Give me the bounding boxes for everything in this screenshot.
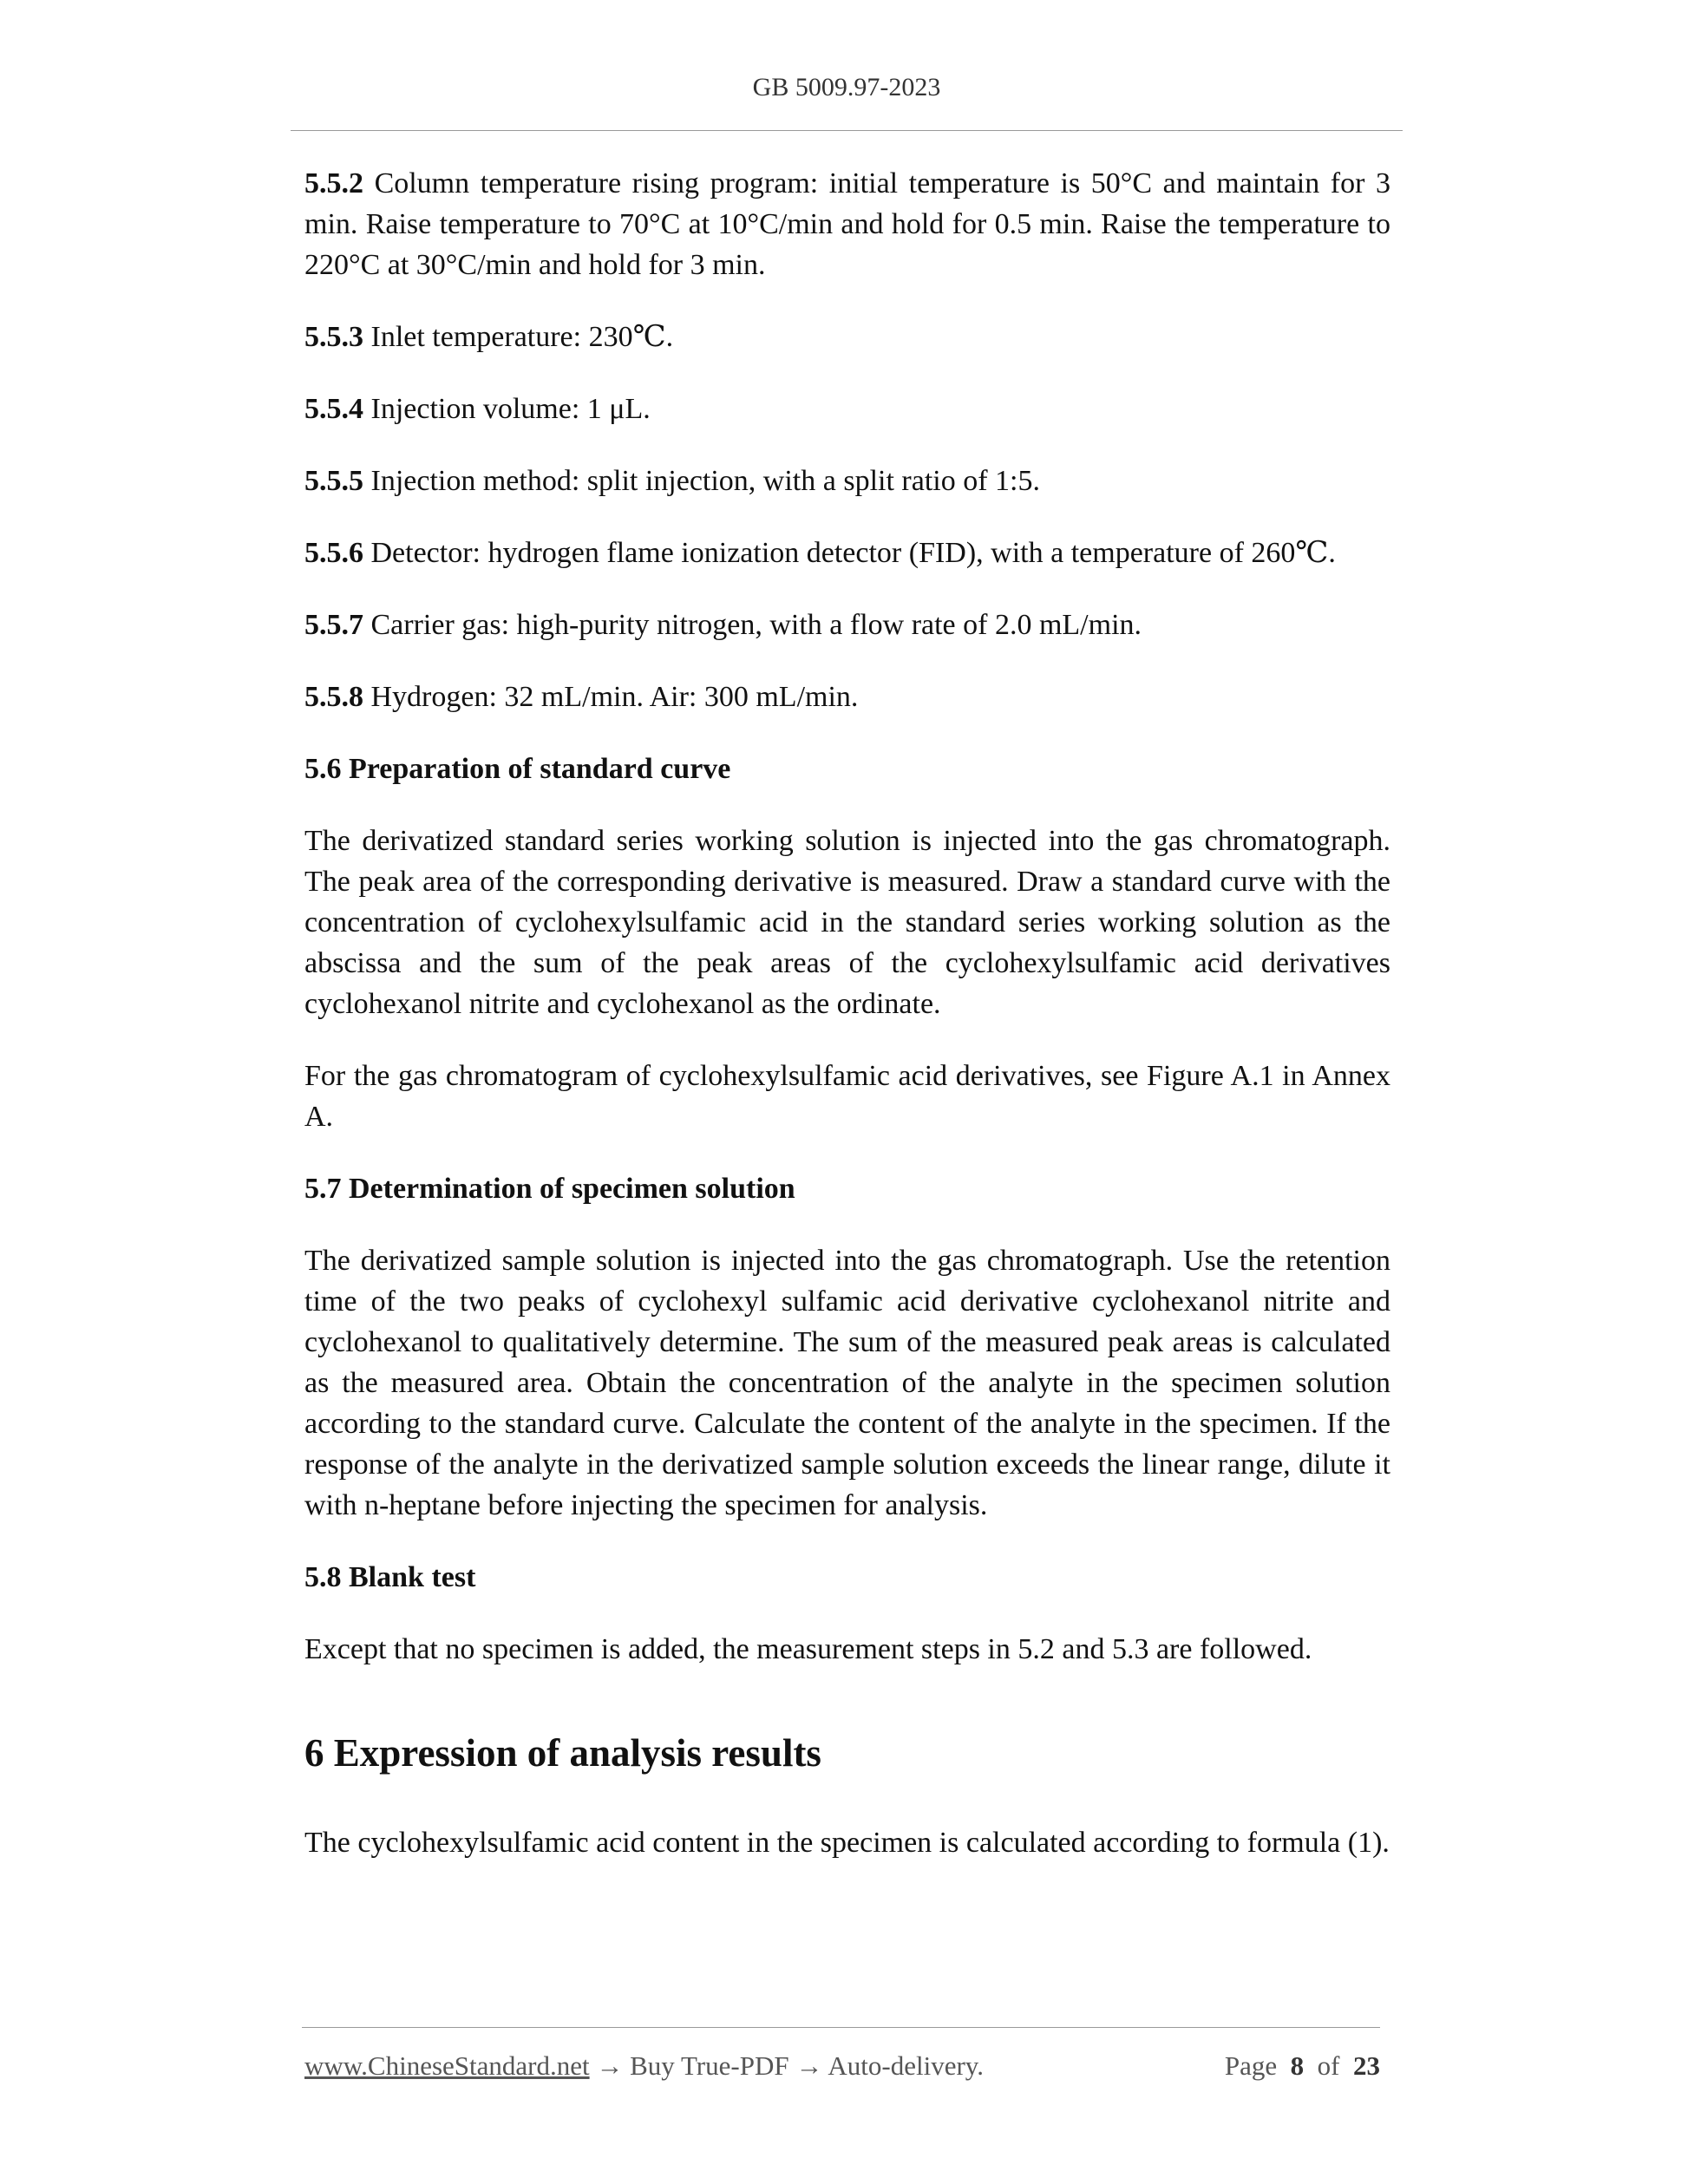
- paragraph-5-6-a: The derivatized standard series working solution is injected into the gas chromatograph. The peak area of the corresponding derivative is measured. Draw a standard curve with the concentration of cyclohexylsulfamic acid in the standard series working solution as the abscissa and the sum of the peak areas of the cyclohexylsulfamic acid derivatives cyclohexanol nitrite and cyclohexanol as the ordinate.: [304, 825, 1390, 1020]
- page-number: [1225, 2050, 1380, 2082]
- clause-5-5-2: [304, 163, 1390, 285]
- clause-5-5-4: [304, 389, 1390, 429]
- page-label: Page: [1224, 2050, 1278, 2081]
- paragraph-5-6-b: For the gas chromatogram of cyclohexylsulfamic acid derivatives, see Figure A.1 in Annex A.: [304, 1060, 1390, 1133]
- clause-number: 5.5.8: [304, 681, 363, 713]
- clause-number: 5.5.5: [304, 465, 363, 497]
- clause-5-5-7: [304, 605, 1390, 645]
- clause-5-5-6: [304, 533, 1390, 573]
- arrow-icon: →: [795, 2050, 823, 2081]
- clause-number: 5.5.7: [304, 609, 363, 641]
- page-footer: [304, 2050, 1380, 2085]
- clause-text: Injection volume: 1 μL.: [370, 393, 651, 425]
- clause-number: 5.5.3: [304, 321, 363, 353]
- heading-5-7: 5.7 Determination of specimen solution: [304, 1173, 795, 1205]
- clause-text: Detector: hydrogen flame ionization detector (FID), with a temperature of 260℃.: [370, 537, 1336, 569]
- clause-5-5-8: [304, 677, 1390, 717]
- page-current: 8: [1290, 2050, 1305, 2081]
- clause-text: Injection method: split injection, with a split ratio of 1:5.: [370, 465, 1040, 497]
- clause-number: 5.5.4: [304, 393, 363, 425]
- arrow-icon: →: [596, 2050, 624, 2081]
- page-body: [304, 163, 1390, 1894]
- site-link[interactable]: www.ChineseStandard.net: [304, 2050, 590, 2081]
- clause-5-5-3: [304, 317, 1390, 357]
- heading-6: 6 Expression of analysis results: [304, 1731, 821, 1775]
- heading-5-8: 5.8 Blank test: [304, 1561, 476, 1593]
- paragraph-5-8: Except that no specimen is added, the measurement steps in 5.2 and 5.3 are followed.: [304, 1633, 1312, 1665]
- of-label: of: [1317, 2050, 1340, 2081]
- header-divider: [291, 130, 1403, 131]
- footer-divider: [302, 2027, 1380, 2028]
- footer-promo: [304, 2050, 984, 2082]
- document-header: GB 5009.97-2023: [752, 73, 941, 101]
- clause-text: Inlet temperature: 230℃.: [370, 321, 674, 353]
- clause-text: Hydrogen: 32 mL/min. Air: 300 mL/min.: [370, 681, 859, 713]
- clause-text: Column temperature rising program: initial temperature is 50°C and maintain for 3 min. Raise temperature to 70°C at 10°C/min and hold for 0.5 min. Raise the temperature to 220°C at 30°C/min and hold for 3 min.: [304, 167, 1390, 281]
- clause-number: 5.5.6: [304, 537, 363, 569]
- buy-text: Buy True-PDF: [630, 2050, 789, 2081]
- page-total: 23: [1353, 2050, 1380, 2081]
- clause-5-5-5: [304, 461, 1390, 501]
- clause-number: 5.5.2: [304, 167, 363, 199]
- paragraph-6: The cyclohexylsulfamic acid content in the specimen is calculated according to formula (1).: [304, 1827, 1390, 1859]
- heading-5-6: 5.6 Preparation of standard curve: [304, 753, 731, 785]
- paragraph-5-7: The derivatized sample solution is injected into the gas chromatograph. Use the retention time of the two peaks of cyclohexyl sulfamic acid derivative cyclohexanol nitrite and cyclohexanol to qualitatively determine. The sum of the measured peak areas is calculated as the measured area. Obtain the concentration of the analyte in the specimen solution according to the standard curve. Calculate the content of the analyte in the specimen. If the response of the analyte in the derivatized sample solution exceeds the linear range, dilute it with n-heptane before injecting the specimen for analysis.: [304, 1245, 1390, 1521]
- clause-text: Carrier gas: high-purity nitrogen, with a flow rate of 2.0 mL/min.: [370, 609, 1142, 641]
- delivery-text: Auto-delivery.: [828, 2050, 985, 2081]
